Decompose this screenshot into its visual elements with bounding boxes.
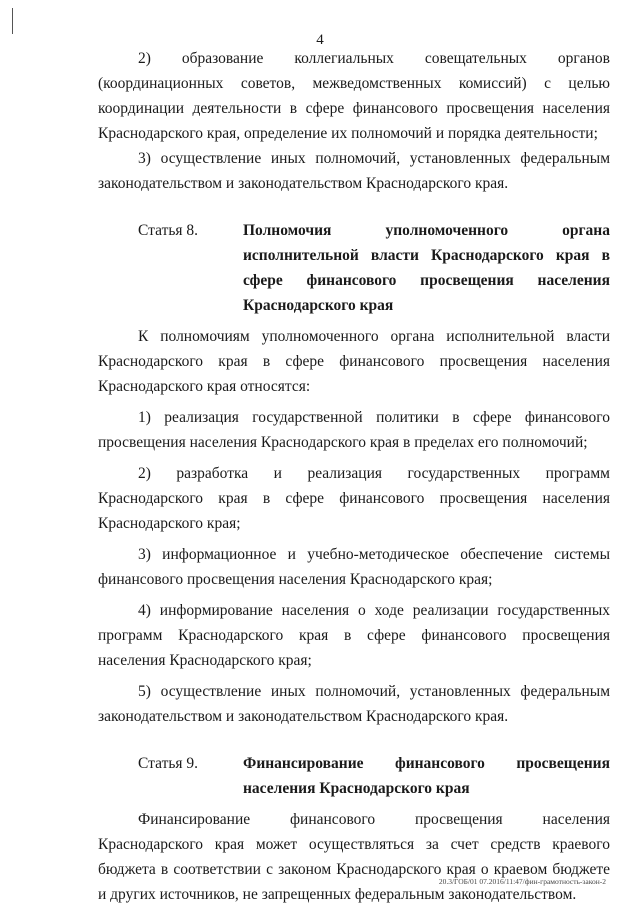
article-8-intro: К полномочиям уполномоченного органа исполнительной власти Краснодарского края в сфере финансового просвещения населения Краснодарского края относятся:	[98, 328, 610, 395]
article-8-item-5: 5) осуществление иных полномочий, установленных федеральным законодательством и законодательством Краснодарского края.	[98, 683, 610, 725]
document-footer-code: 20.3/ГОБ/01 07.2016/11:47/фин-грамотность-закон-2	[438, 877, 606, 886]
paragraph-item-2: 2) образование коллегиальных совещательных органов (координационных советов, межведомственных комиссий) с целью координации деятельности в сфере финансового просвещения населения Краснодарского края, определение их полномочий и порядка деятельности;	[98, 50, 610, 142]
article-9-heading	[98, 751, 610, 801]
article-8-item-3: 3) информационное и учебно-методическое обеспечение системы финансового просвещения населения Краснодарского края;	[98, 546, 610, 588]
article-9-number: Статья 9.	[138, 755, 199, 772]
scan-edge-mark	[12, 8, 13, 34]
article-8-title: Полномочия уполномоченного органа исполнительной власти Краснодарского края в сфере финансового просвещения населения Краснодарского края	[243, 222, 610, 314]
article-9-title: Финансирование финансового просвещения населения Краснодарского края	[243, 755, 610, 797]
article-8-number: Статья 8.	[138, 222, 199, 239]
article-8-item-1: 1) реализация государственной политики в сфере финансового просвещения населения Краснодарского края в пределах его полномочий;	[98, 409, 610, 451]
paragraph-item-3: 3) осуществление иных полномочий, установленных федеральным законодательством и законодательством Краснодарского края.	[98, 150, 610, 192]
article-9-text: Финансирование финансового просвещения населения Краснодарского края может осуществляться за счет средств краевого бюджета в соответствии с законом Краснодарского края о краевом бюджете и других источников, не запрещенных федеральным законодательством.	[98, 811, 610, 903]
article-8-heading	[98, 218, 610, 318]
article-8-item-4: 4) информирование населения о ходе реализации государственных программ Краснодарского края в сфере финансового просвещения населения Краснодарского края;	[98, 602, 610, 669]
article-8-item-2: 2) разработка и реализация государственных программ Краснодарского края в сфере финансового просвещения населения Краснодарского края;	[98, 465, 610, 532]
page-number: 4	[316, 32, 324, 48]
document-body	[98, 46, 610, 907]
